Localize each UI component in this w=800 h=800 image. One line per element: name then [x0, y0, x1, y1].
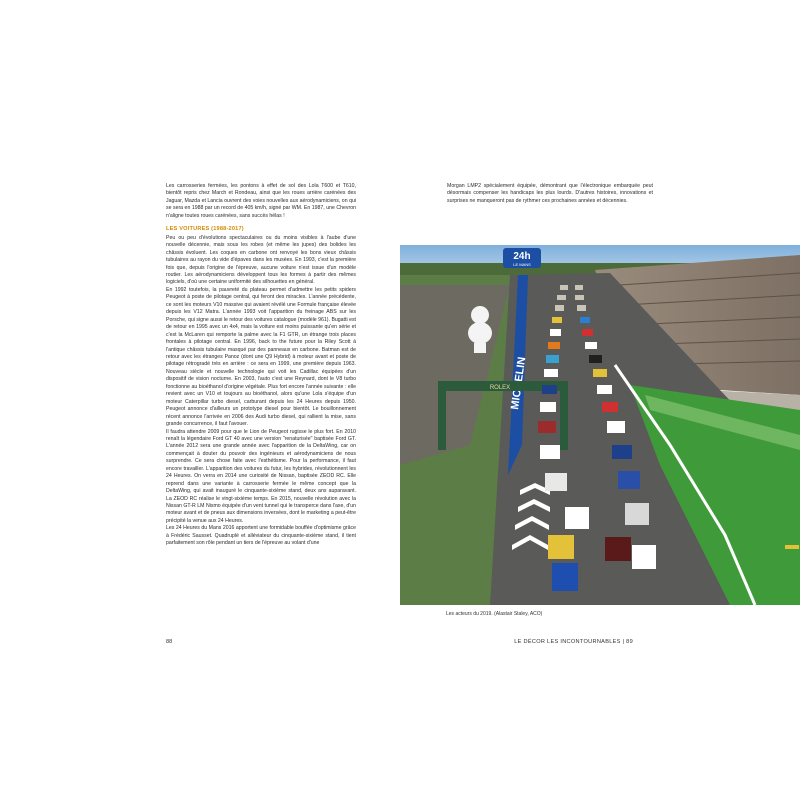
le-mans-logo — [503, 248, 541, 268]
svg-text:LE MANS: LE MANS — [513, 262, 531, 267]
svg-text:ROLEX: ROLEX — [489, 385, 511, 391]
paragraph: Peu ou peu d'évolutions spectaculaires ou du moins visibles à l'aube d'une nouvelle décennie, mais sous les robes (et même les jupes) des bolides les châssis évoluent. Les coques en carbone ont renvoyé les bons vieux châssis tubulaires au rayon du vide d'épaves dans les musées. En 1993, c'est la première fois que, depuis l'origine de l'épreuve, aucune voiture n'est issue d'un modèle routier. Les aérodynamiciens développent tous les formes à partir des mêmes logiciels, d'où une certaine uniformité des silhouettes en général. — [166, 234, 356, 286]
svg-text:24h: 24h — [513, 251, 531, 262]
paragraph: Il faudra attendre 2009 pour que le Lion de Peugeot rugisse le plus fort. En 2010 renaît la légendaire Ford GT 40 avec une version "renaturisée" baptisée Ford GT. L'année 2012 sera une grande année avec l'apparition de la DeltaWing, car on commençait à douter du pouvoir des ingénieurs et aérodynamiciens de nous surprendre. Ce sera chose faite avec l'esthétisme. Pour la performance, il faut encore travailler. L'apparition des voitures du futur, les hybrides, révolutionnent les 24 Heures. On verra en 2014 une curiosité de Nissan, baptisée ZEOD RC. Elle reprend dans une variante à carrosserie fermée le même concept que la DeltaWing, qui avait inauguré le cinquante-sixième stand, deux ans auparavant. La ZEOD RC réalise le vingt-sixième temps. En 2015, nouvelle révolution avec la Nissan GT-R LM Nismo équipée d'un vent tunnel qui le transperce dans l'axe, d'un moteur avant et de pneus aux dimensions inversées, dont le marketing a peut-être précipité la venue aux 24 Heures. — [166, 428, 356, 524]
paragraph: Les 24 Heures du Mans 2016 apportent une formidable bouffée d'optimisme grâce à Frédéric Sausset. Quadruplé et alléviateur du cinquante-sixième stand, il tient parfaitement son rôle pendant un tiers de l'épreuve au volant d'une — [166, 525, 356, 547]
left-column — [166, 183, 356, 548]
photo-caption: Les acteurs du 2019. (Alastair Staley, ACO) — [446, 611, 543, 617]
paragraph: Les carrosseries fermées, les pontons à effet de sol des Lola T600 et T610, bientôt repris chez March et Rondeau, ainsi que les roues arrière carénées des Jaguar, Mazda et Lancia ouvrent des voies nouvelles aux aérodynamiciens, on qui se sera en 1988 par un record de 405 km/h, signé par WM. En 1987, une Chevron n'aligne toutes roues carénées, sans succès hélas ! — [166, 183, 356, 219]
paragraph: En 1992 toutefois, la pauvreté du plateau permet d'admettre les petits spiders Peugeot à poste de pilotage central, qui feront des miracles. L'année précédente, ce sont les moteurs V10 massive qui avaient révélé une Formule française élevée depuis les V12 Matra. L'année 1993 voit l'apparition du freinage ABS sur les Porsche, qui signe aussi le retour des voitures catalogue (modèle 961). Bugatti est de retour en 1995 avec un 4x4, mais la voiture est moins puissante qu'en série et c'est la McLaren qui remporte la palme avec la F1 GTR, un étrange trois places frontales à pilotage central. En 1996, back to the future pour la Riley Scott à l'antique châssis tubulaire masqué par des panneaux en carbone. Batman est de retour avec les étranges Panoz (dont une Q9 Hybrid) à moteur avant et poste de pilotage rétrogradé très en arrière : ce sera en 1999, une première depuis 1963. Nouveau siècle et nouvelle technologie qui voit les Cadillac équipées d'un dispositif de vision nocturne. En 2003, l'auto c'est une Reynard, dont le V8 turbo fonctionne au bioéthanol d'origine végétale. Plus fort encore l'année suivante : elle revient avec un V10 et toujours au bioéthanol, alors qu'une Lola s'équipe d'un moteur Caterpillar turbo diesel, carburant depuis les 24 Heures depuis 1950. Peugeot annonce d'ailleurs un prototype diesel pour bientôt. Le bouillonnement récent annonce l'arrivée en 2006 des Audi turbo diesel, qui rallient la mise, sans grande concurrence, il faut l'avouer. — [166, 286, 356, 428]
running-head: LE DÉCOR LES INCONTOURNABLES | 89 — [514, 639, 633, 645]
page-number-left: 88 — [166, 639, 173, 645]
right-column — [447, 183, 653, 205]
race-grid-photo — [400, 245, 800, 605]
paragraph: Morgan LMP2 spécialement équipée, démontrant que l'électronique embarquée peut désormais compenser les handicaps les plus lourds. D'autres histoires, innovations et surprises ne manqueront pas de rythmer ces prochaines années et décennies. — [447, 183, 653, 204]
section-heading: LES VOITURES (1988-2017) — [166, 226, 244, 233]
